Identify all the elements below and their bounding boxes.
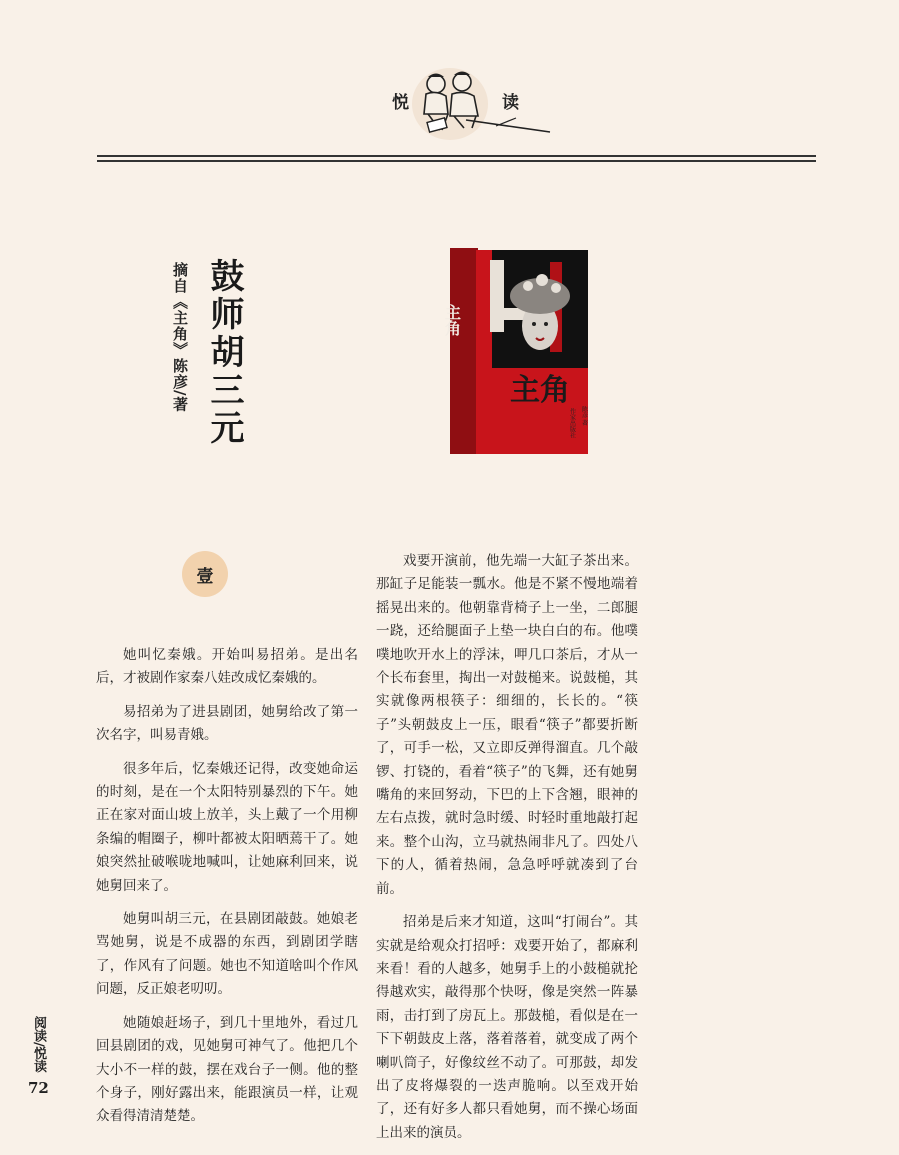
book-cover-author: 陈彦 著 (580, 406, 588, 426)
children-reading-illustration (388, 64, 558, 144)
book-cover-title: 主角 (510, 373, 570, 408)
header-left-char: 悦 (392, 93, 409, 113)
body-column-left (96, 644, 358, 1139)
header-right-char: 读 (502, 93, 519, 113)
page-number: 72 (28, 1079, 49, 1097)
book-spine-title: 主角 (442, 304, 462, 336)
header-emblem-illustration (388, 64, 558, 144)
body-column-right (376, 550, 638, 1155)
article-title: 鼓师胡三元 (204, 258, 244, 448)
section-number: 壹 (196, 566, 214, 587)
paragraph: 她随娘赶场子，到几十里地外，看过几回县剧团的戏，见她舅可神气了。他把几个大小不一样的鼓，摆在戏台子一侧。他的整个身子，刚好露出来，能跟演员一样，让观众看得清清楚楚。 (96, 1014, 358, 1125)
paragraph: 她舅叫胡三元，在县剧团敲鼓。她娘老骂她舅，说是不成器的东西，到剧团学瞎了，作风有了问题。她也不知道啥叫个作风问题，反正娘老叨叨。 (96, 911, 358, 998)
article-subtitle: 摘自《主角》陈彦/著 (171, 262, 189, 413)
paragraph: 易招弟为了进县剧团，她舅给改了第一次名字，叫易青娥。 (96, 703, 358, 744)
book-cover-publisher: 作家出版社 (568, 408, 576, 438)
header-rule-bottom (97, 160, 816, 162)
paragraph: 戏要开演前，他先端一大缸子茶出来。那缸子足能装一瓢水。他是不紧不慢地端着摇晃出来的。他朝靠背椅子上一坐，二郎腿一跷，还给腿面子上垫一块白白的布。他噗噗地吹开水上的浮沫，呷几口茶后，才从一个长布套里，掏出一对鼓槌来。说鼓槌，其实就像两根筷子：细细的，长长的。“筷子”头朝鼓皮上一压，眼看“筷子”都要折断了，可手一松，又立即反弹得溜直。几个敲锣、打铙的，看着“筷子”的飞舞，还有她舅嘴角的来回努动，下巴的上下含翘，眼神的左右点拨，就时急时缓、时轻时重地敲打起来。整个山沟，立马就热闹非凡了。四处八下的人，循着热闹，急急呼呼就凑到了台前。 (376, 553, 638, 897)
header-rule-top (97, 155, 816, 157)
paragraph: 她叫忆秦娥。开始叫易招弟。是出名后，才被剧作家秦八娃改成忆秦娥的。 (96, 647, 358, 687)
section-side-label: 阅读/悦读 (31, 1016, 46, 1073)
book-cover-art (442, 248, 590, 460)
paragraph: 很多年后，忆秦娥还记得，改变她命运的时刻，是在一个太阳特别暴烈的下午。她正在家对面山坡上放羊，头上戴了一个用柳条编的帽圈子，柳叶都被太阳晒蔫干了。她娘突然扯破喉咙地喊叫，让她麻利回来，说她舅回来了。 (96, 760, 358, 894)
section-number-badge (182, 551, 228, 597)
book-cover-image (442, 248, 590, 460)
paragraph: 招弟是后来才知道，这叫“打闹台”。其实就是给观众打招呼：戏要开始了，都麻利来看！看的人越多，她舅手上的小鼓槌就抡得越欢实，敲得那个快呀，像是突然一阵暴雨，击打到了房瓦上。那鼓槌，看似是在一下下朝鼓皮上落，落着落着，就变成了两个喇叭筒子，好像纹丝不动了。可那鼓，却发出了皮将爆裂的一迭声脆响。以至戏开始了，还有好多人都只看她舅，而不操心场面上出来的演员。 (376, 914, 638, 1141)
